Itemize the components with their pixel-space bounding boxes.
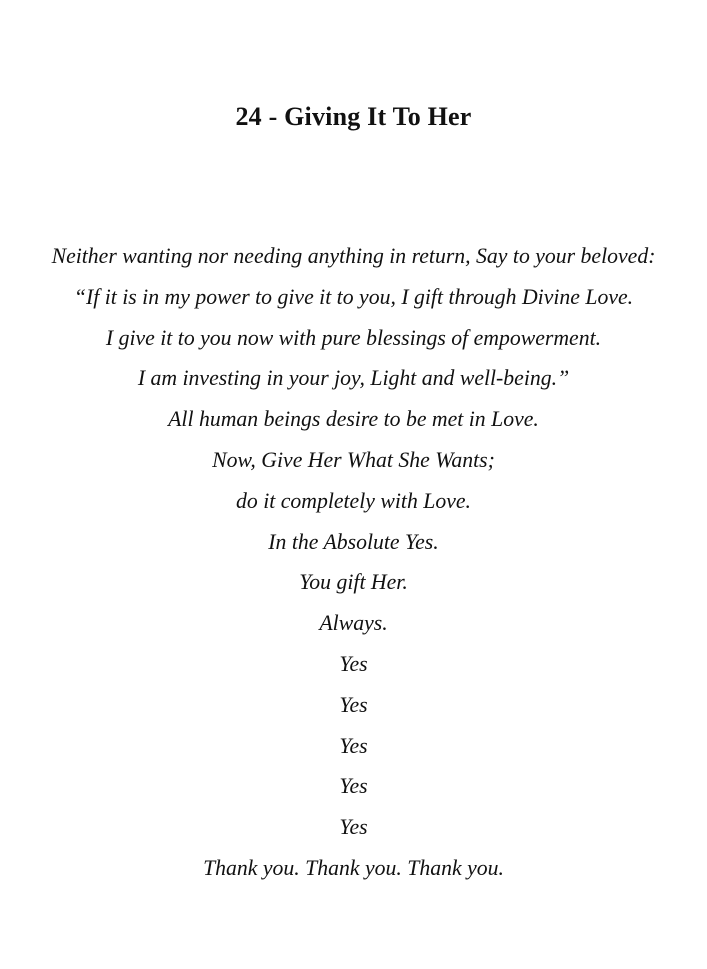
poem-line: do it completely with Love. [236, 488, 471, 513]
page-title: 24 - Giving It To Her [235, 102, 472, 131]
poem-line: Yes [339, 651, 368, 676]
poem-line: Thank you. Thank you. Thank you. [203, 855, 504, 880]
poem-line: Now, Give Her What She Wants; [212, 447, 495, 472]
poem-line: Yes [339, 733, 368, 758]
poem-line: All human beings desire to be met in Love. [168, 407, 539, 432]
poem-line: You gift Her. [299, 570, 408, 595]
poem-line: Always. [319, 611, 388, 636]
poem-line: Yes [339, 815, 368, 840]
poem-body [0, 236, 707, 889]
poem-line: Neither wanting nor needing anything in return, Say to your beloved: [51, 244, 656, 268]
poem-line: Yes [339, 692, 368, 717]
poem-line: In the Absolute Yes. [268, 529, 439, 554]
poem-line: I give it to you now with pure blessings of empowerment. [105, 325, 602, 350]
poem-line: I am investing in your joy, Light and well-being.” [137, 366, 570, 391]
poem-line: “If it is in my power to give it to you, I gift through Divine Love. [73, 284, 634, 309]
poem-line: Yes [339, 774, 368, 799]
